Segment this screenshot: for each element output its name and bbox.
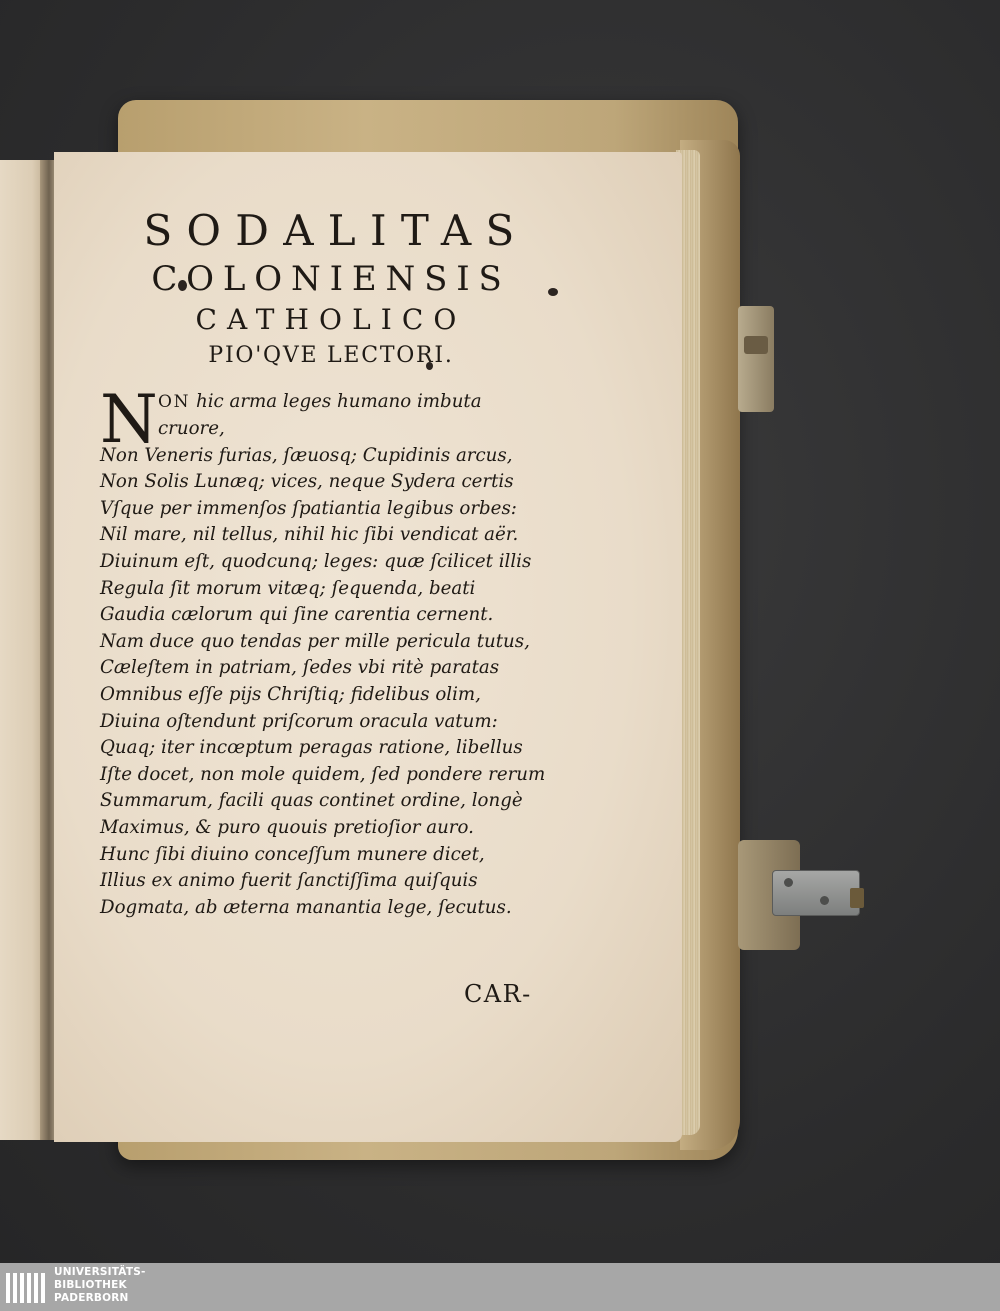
- poem-line: Gaudia cælorum qui ſine carentia cernent.: [100, 604, 494, 626]
- catchword: CAR-: [464, 980, 532, 1008]
- poem-line: Nam duce quo tendas per mille pericula tutus,: [100, 630, 530, 652]
- poem-line: cruore,: [158, 418, 225, 439]
- poem-line: Nil mare, nil tellus, nihil hic ſibi vendicat aër.: [100, 524, 519, 546]
- poem-line: Dogmata, ab æterna manantia lege, ſecutus.: [100, 896, 512, 918]
- first-line-text: hic arma leges humano imbuta: [196, 391, 482, 412]
- poem-text: [100, 381, 570, 921]
- poem-line: Diuina oſtendunt priſcorum oracula vatum:: [100, 710, 498, 732]
- poem-line: Vſque per immenſos ſpatiantia legibus orbes:: [100, 497, 517, 519]
- lower-clasp-plate: [772, 870, 860, 916]
- poem-line: Quaq; iter incœptum peragas ratione, libellus: [100, 737, 523, 759]
- poem-line: Non Solis Lunæq; vices, neque Sydera certis: [100, 471, 514, 493]
- poem-line: Illius ex animo fuerit ſanctiſſima quiſquis: [100, 870, 478, 892]
- poem-line: Regula ſit morum vitæq; ſequenda, beati: [100, 577, 476, 599]
- poem-line: Hunc ſibi diuino conceſſum munere dicet,: [100, 843, 485, 865]
- clasp-rivet: [784, 878, 793, 887]
- poem-line: Maximus, & puro quouis pretioſior auro.: [100, 816, 474, 838]
- title-block: [96, 205, 566, 373]
- logo-line: PADERBORN: [54, 1292, 129, 1304]
- lower-clasp-tip: [850, 888, 864, 908]
- poem-line: Iſte docet, non mole quidem, ſed pondere rerum: [100, 763, 546, 785]
- title-line: CATHOLICO: [195, 303, 467, 336]
- poem-line: Diuinum eſt, quodcunq; leges: quæ ſcilicet illis: [100, 550, 532, 572]
- logo-line: UNIVERSITÄTS-: [54, 1266, 146, 1278]
- poem-line: Summarum, facili quas continet ordine, longè: [100, 790, 523, 812]
- drop-capital: N: [100, 381, 158, 458]
- footer-bar: [0, 1263, 1000, 1311]
- poem-line: Omnibus eſſe pijs Chriſtiq; fidelibus olim,: [100, 683, 481, 705]
- first-word-caps: ON: [158, 392, 191, 412]
- library-logo-icon: [4, 1267, 48, 1309]
- poem-line: [158, 388, 570, 416]
- title-line: COLONIENSIS: [151, 259, 511, 299]
- upper-clasp: [738, 306, 774, 412]
- title-line: SODALITAS: [143, 206, 529, 255]
- poem-line: Cæleſtem in patriam, ſedes vbi ritè paratas: [100, 657, 500, 679]
- clasp-rivet: [820, 896, 829, 905]
- library-logo-text: [54, 1266, 146, 1305]
- title-line: PIO'QVE LECTORI.: [208, 343, 454, 368]
- poem-line: Non Veneris furias, ſæuosq; Cupidinis arcus,: [100, 444, 513, 466]
- upper-clasp-pin: [744, 336, 768, 354]
- logo-line: BIBLIOTHEK: [54, 1279, 127, 1291]
